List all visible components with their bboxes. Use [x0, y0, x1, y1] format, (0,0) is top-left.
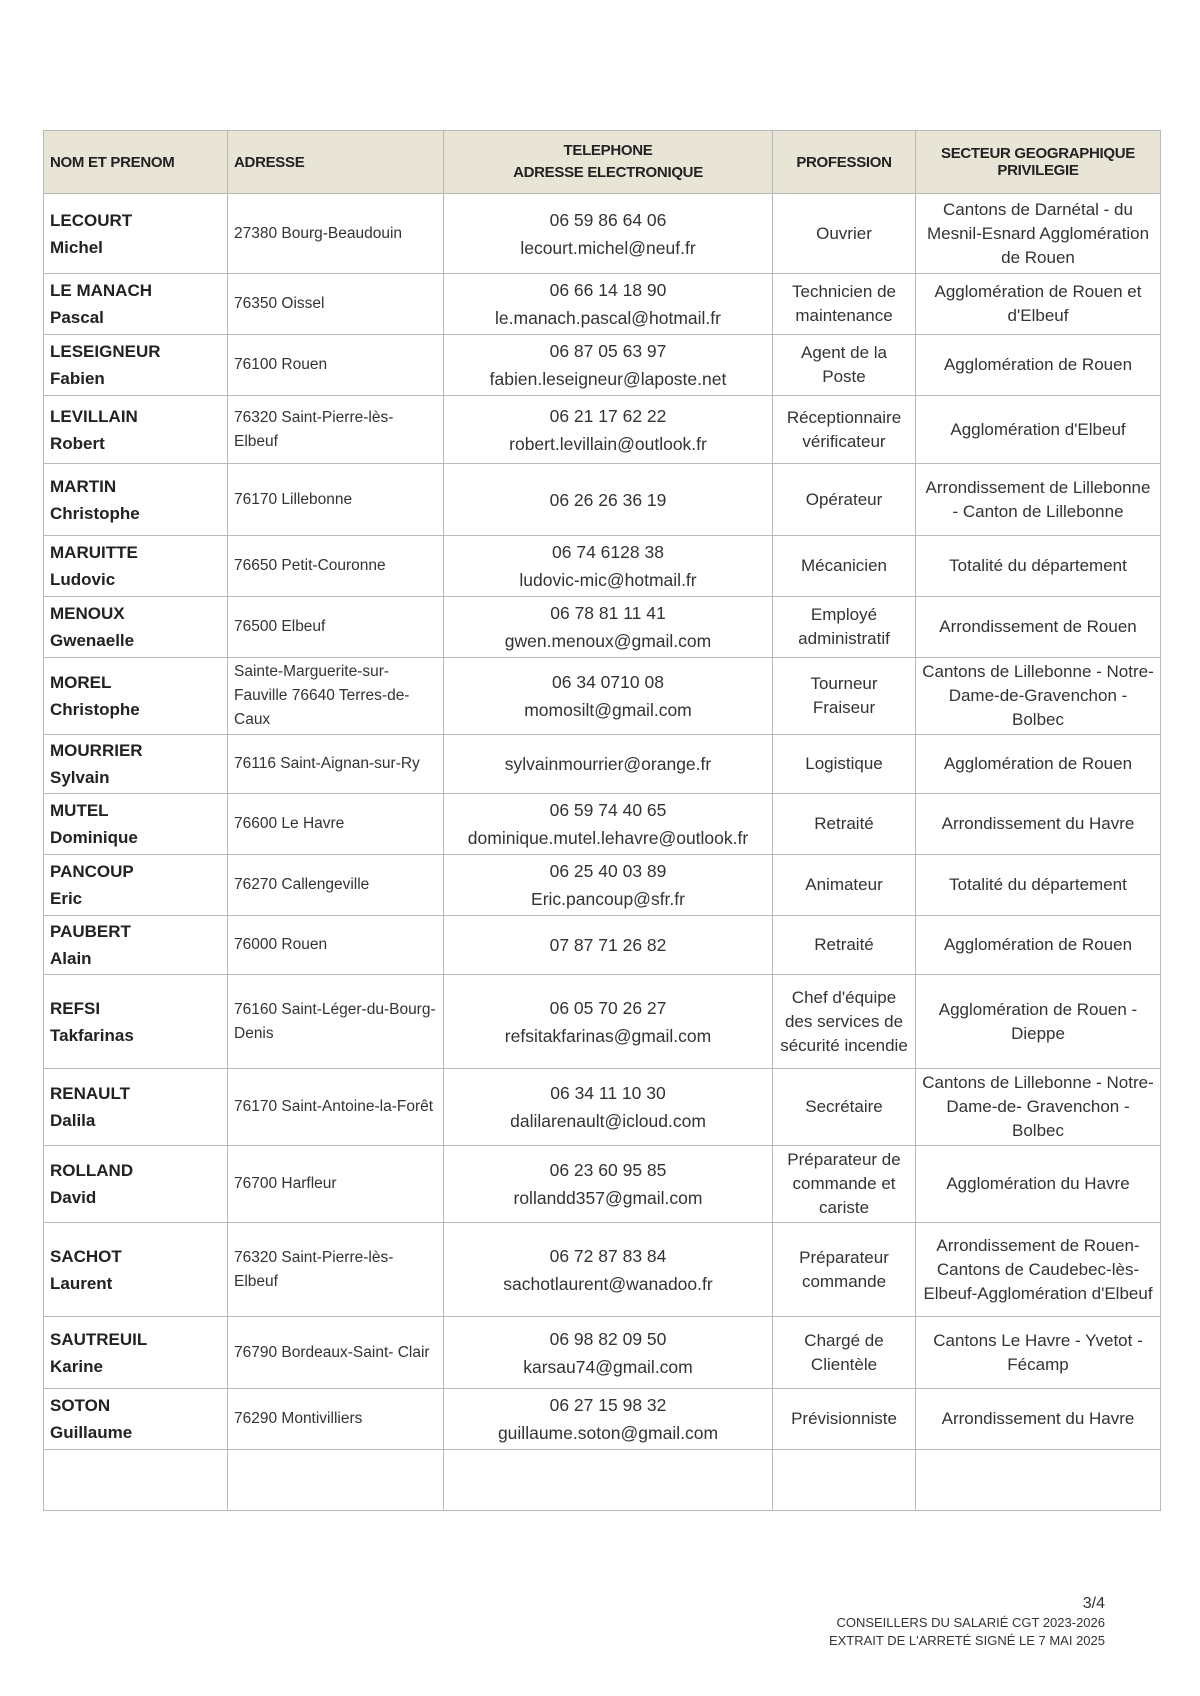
sector-cell: Agglomération de Rouen — [916, 735, 1161, 794]
empty-cell — [228, 1450, 444, 1511]
contact-cell — [444, 274, 773, 335]
email-address: guillaume.soton@gmail.com — [497, 1423, 719, 1443]
phone-number: 06 23 60 95 85 — [549, 1160, 667, 1180]
empty-cell — [44, 1450, 228, 1511]
phone-number: 06 59 74 40 65 — [549, 800, 667, 820]
last-name: LECOURT — [50, 210, 133, 230]
contact-cell — [444, 536, 773, 597]
address-cell: 76350 Oissel — [228, 274, 444, 335]
last-name: REFSI — [50, 998, 101, 1018]
sector-cell: Agglomération d'Elbeuf — [916, 396, 1161, 464]
first-name: Robert — [50, 433, 105, 453]
profession-cell: Préparateur de commande et cariste — [773, 1146, 916, 1223]
email-address: refsitakfarinas@gmail.com — [504, 1025, 712, 1046]
profession-cell: Chargé de Clientèle — [773, 1317, 916, 1389]
table-body — [44, 194, 1161, 1511]
first-name: Karine — [50, 1356, 103, 1376]
email-address: momosilt@gmail.com — [524, 700, 692, 720]
first-name: Sylvain — [50, 768, 110, 787]
name-cell — [44, 975, 228, 1069]
last-name: PANCOUP — [50, 862, 134, 881]
phone-number: 06 21 17 62 22 — [549, 405, 667, 426]
first-name: Fabien — [50, 369, 105, 388]
last-name: MUTEL — [50, 801, 109, 820]
email-address: Eric.pancoup@sfr.fr — [531, 889, 685, 909]
empty-row — [44, 1450, 1161, 1511]
first-name: Gwenaelle — [50, 631, 135, 650]
sector-cell: Agglomération de Rouen - Dieppe — [916, 975, 1161, 1069]
name-cell — [44, 1223, 228, 1317]
first-name: Eric — [50, 889, 83, 908]
sector-cell: Totalité du département — [916, 855, 1161, 916]
first-name: Christophe — [50, 700, 140, 719]
email-address: dominique.mutel.lehavre@outlook.fr — [467, 828, 749, 848]
phone-number: 06 26 26 36 19 — [549, 489, 667, 510]
empty-cell — [444, 1450, 773, 1511]
sector-cell: Agglomération de Rouen — [916, 335, 1161, 396]
table-row — [44, 1389, 1161, 1450]
sector-cell: Arrondissement de Rouen — [916, 597, 1161, 658]
footer-subtitle: EXTRAIT DE L'ARRETÉ SIGNÉ LE 7 MAI 2025 — [828, 1633, 1105, 1648]
name-cell — [44, 335, 228, 396]
email-address: sylvainmourrier@orange.fr — [504, 754, 712, 774]
name-cell — [44, 464, 228, 536]
address-cell: Sainte-Marguerite-sur-Fauville 76640 Terres-de-Caux — [228, 658, 444, 735]
contact-cell — [444, 735, 773, 794]
last-name: SACHOT — [50, 1246, 122, 1266]
table-row — [44, 536, 1161, 597]
address-cell: 76290 Montivilliers — [228, 1389, 444, 1450]
address-cell: 76500 Elbeuf — [228, 597, 444, 658]
last-name: LEVILLAIN — [50, 406, 138, 426]
contact-cell — [444, 1069, 773, 1146]
sector-cell: Arrondissement de Lillebonne - Canton de Lillebonne — [916, 464, 1161, 536]
phone-number: 06 34 0710 08 — [552, 672, 664, 692]
name-cell — [44, 735, 228, 794]
empty-cell — [773, 1450, 916, 1511]
profession-cell: Secrétaire — [773, 1069, 916, 1146]
profession-cell: Retraité — [773, 916, 916, 975]
email-address: ludovic-mic@hotmail.fr — [519, 570, 697, 590]
table-row — [44, 794, 1161, 855]
name-cell — [44, 536, 228, 597]
name-cell — [44, 1146, 228, 1223]
sector-cell: Cantons Le Havre - Yvetot - Fécamp — [916, 1317, 1161, 1389]
profession-cell: Opérateur — [773, 464, 916, 536]
last-name: MARUITTE — [50, 543, 138, 562]
phone-number: 06 98 82 09 50 — [549, 1328, 667, 1349]
contact-cell — [444, 335, 773, 396]
sector-cell: Cantons de Darnétal - du Mesnil-Esnard Agglomération de Rouen — [916, 194, 1161, 274]
email-address: gwen.menoux@gmail.com — [504, 631, 712, 651]
contact-cell — [444, 975, 773, 1069]
header-profession: PROFESSION — [773, 131, 916, 194]
table-row — [44, 194, 1161, 274]
header-contact — [444, 131, 773, 194]
first-name: Takfarinas — [50, 1025, 134, 1045]
address-cell: 76100 Rouen — [228, 335, 444, 396]
last-name: SAUTREUIL — [50, 1329, 148, 1349]
page-footer — [829, 1594, 1105, 1650]
profession-cell: Prévisionniste — [773, 1389, 916, 1450]
sector-cell: Cantons de Lillebonne - Notre-Dame-de- Gravenchon - Bolbec — [916, 1069, 1161, 1146]
header-phone: TELEPHONE — [563, 142, 653, 159]
name-cell — [44, 855, 228, 916]
contact-cell — [444, 597, 773, 658]
profession-cell: Retraité — [773, 794, 916, 855]
address-cell: 76270 Callengeville — [228, 855, 444, 916]
contact-cell — [444, 855, 773, 916]
address-cell: 76320 Saint-Pierre-lès-Elbeuf — [228, 396, 444, 464]
address-cell: 76170 Lillebonne — [228, 464, 444, 536]
profession-cell: Technicien de maintenance — [773, 274, 916, 335]
phone-number: 06 25 40 03 89 — [549, 861, 667, 881]
contact-cell — [444, 1146, 773, 1223]
profession-cell: Animateur — [773, 855, 916, 916]
address-cell: 76790 Bordeaux-Saint- Clair — [228, 1317, 444, 1389]
name-cell — [44, 396, 228, 464]
table-row — [44, 464, 1161, 536]
advisors-table — [43, 130, 1161, 1511]
address-cell: 27380 Bourg-Beaudouin — [228, 194, 444, 274]
phone-number: 06 59 86 64 06 — [549, 209, 667, 230]
profession-cell: Employé administratif — [773, 597, 916, 658]
header-address: ADRESSE — [228, 131, 444, 194]
header-name: NOM ET PRENOM — [44, 131, 228, 194]
contact-cell — [444, 916, 773, 975]
name-cell — [44, 597, 228, 658]
address-cell: 76700 Harfleur — [228, 1146, 444, 1223]
last-name: RENAULT — [50, 1084, 130, 1103]
name-cell — [44, 194, 228, 274]
phone-number: 06 05 70 26 27 — [549, 997, 667, 1018]
name-cell — [44, 1069, 228, 1146]
table-row — [44, 1223, 1161, 1317]
table-row — [44, 855, 1161, 916]
email-address: sachotlaurent@wanadoo.fr — [503, 1273, 713, 1294]
table-row — [44, 1146, 1161, 1223]
contact-cell — [444, 1389, 773, 1450]
address-cell: 76650 Petit-Couronne — [228, 536, 444, 597]
table-row — [44, 735, 1161, 794]
phone-number: 06 78 81 11 41 — [550, 603, 666, 623]
last-name: SOTON — [50, 1396, 111, 1415]
address-cell: 76320 Saint-Pierre-lès-Elbeuf — [228, 1223, 444, 1317]
last-name: PAUBERT — [50, 922, 131, 941]
header-email: ADRESSE ELECTRONIQUE — [513, 164, 703, 181]
sector-cell: Agglomération de Rouen — [916, 916, 1161, 975]
contact-cell — [444, 658, 773, 735]
name-cell — [44, 794, 228, 855]
first-name: Dalila — [50, 1111, 96, 1130]
email-address: robert.levillain@outlook.fr — [509, 433, 707, 454]
profession-cell: Logistique — [773, 735, 916, 794]
name-cell — [44, 1389, 228, 1450]
email-address: fabien.leseigneur@laposte.net — [489, 369, 727, 389]
last-name: MOURRIER — [50, 741, 143, 760]
phone-number: 06 27 15 98 32 — [549, 1395, 667, 1415]
profession-cell: Mécanicien — [773, 536, 916, 597]
contact-cell — [444, 794, 773, 855]
footer-title: CONSEILLERS DU SALARIÉ CGT 2023-2026 — [836, 1615, 1105, 1630]
last-name: LE MANACH — [50, 281, 152, 300]
address-cell: 76116 Saint-Aignan-sur-Ry — [228, 735, 444, 794]
header-sector: SECTEUR GEOGRAPHIQUE PRIVILEGIE — [916, 131, 1161, 194]
contact-cell — [444, 396, 773, 464]
phone-number: 06 74 6128 38 — [552, 542, 664, 562]
name-cell — [44, 274, 228, 335]
name-cell — [44, 658, 228, 735]
sector-cell: Arrondissement de Rouen- Cantons de Caudebec-lès-Elbeuf-Agglomération d'Elbeuf — [916, 1223, 1161, 1317]
sector-cell: Cantons de Lillebonne - Notre- Dame-de-Gravenchon - Bolbec — [916, 658, 1161, 735]
first-name: Ludovic — [50, 570, 116, 589]
address-cell: 76000 Rouen — [228, 916, 444, 975]
email-address: lecourt.michel@neuf.fr — [520, 237, 696, 258]
name-cell — [44, 1317, 228, 1389]
profession-cell: Chef d'équipe des services de sécurité incendie — [773, 975, 916, 1069]
sector-cell: Totalité du département — [916, 536, 1161, 597]
table-row — [44, 658, 1161, 735]
first-name: Alain — [50, 949, 92, 968]
sector-cell: Agglomération du Havre — [916, 1146, 1161, 1223]
last-name: MENOUX — [50, 604, 125, 623]
table-row — [44, 274, 1161, 335]
phone-number: 06 72 87 83 84 — [549, 1245, 667, 1266]
address-cell: 76600 Le Havre — [228, 794, 444, 855]
last-name: MOREL — [50, 673, 112, 692]
last-name: LESEIGNEUR — [50, 342, 161, 361]
sector-cell: Agglomération de Rouen et d'Elbeuf — [916, 274, 1161, 335]
first-name: Christophe — [50, 503, 140, 523]
first-name: David — [50, 1188, 97, 1207]
profession-cell: Réceptionnaire vérificateur — [773, 396, 916, 464]
empty-cell — [916, 1450, 1161, 1511]
contact-cell — [444, 1317, 773, 1389]
table-row — [44, 916, 1161, 975]
profession-cell: Ouvrier — [773, 194, 916, 274]
profession-cell: Tourneur Fraiseur — [773, 658, 916, 735]
name-cell — [44, 916, 228, 975]
phone-number: 07 87 71 26 82 — [549, 935, 667, 955]
email-address: karsau74@gmail.com — [523, 1356, 693, 1377]
first-name: Michel — [50, 237, 103, 257]
phone-number: 06 66 14 18 90 — [549, 280, 667, 300]
phone-number: 06 87 05 63 97 — [549, 341, 667, 361]
first-name: Guillaume — [50, 1423, 133, 1442]
last-name: ROLLAND — [50, 1161, 134, 1180]
email-address: le.manach.pascal@hotmail.fr — [495, 308, 721, 328]
contact-cell — [444, 194, 773, 274]
contact-cell — [444, 464, 773, 536]
table-row — [44, 1069, 1161, 1146]
profession-cell: Préparateur commande — [773, 1223, 916, 1317]
phone-number: 06 34 11 10 30 — [550, 1083, 666, 1103]
table-row — [44, 396, 1161, 464]
table-row — [44, 335, 1161, 396]
table-header-row — [44, 131, 1161, 194]
table-row — [44, 597, 1161, 658]
sector-cell: Arrondissement du Havre — [916, 1389, 1161, 1450]
address-cell: 76160 Saint-Léger-du-Bourg-Denis — [228, 975, 444, 1069]
last-name: MARTIN — [50, 476, 117, 496]
table-row — [44, 975, 1161, 1069]
profession-cell: Agent de la Poste — [773, 335, 916, 396]
table-row — [44, 1317, 1161, 1389]
email-address: dalilarenault@icloud.com — [510, 1111, 706, 1131]
page-number: 3/4 — [1082, 1595, 1105, 1612]
first-name: Pascal — [50, 308, 104, 327]
first-name: Dominique — [50, 828, 138, 847]
address-cell: 76170 Saint-Antoine-la-Forêt — [228, 1069, 444, 1146]
email-address: rollandd357@gmail.com — [513, 1188, 703, 1208]
contact-cell — [444, 1223, 773, 1317]
sector-cell: Arrondissement du Havre — [916, 794, 1161, 855]
first-name: Laurent — [50, 1273, 113, 1293]
